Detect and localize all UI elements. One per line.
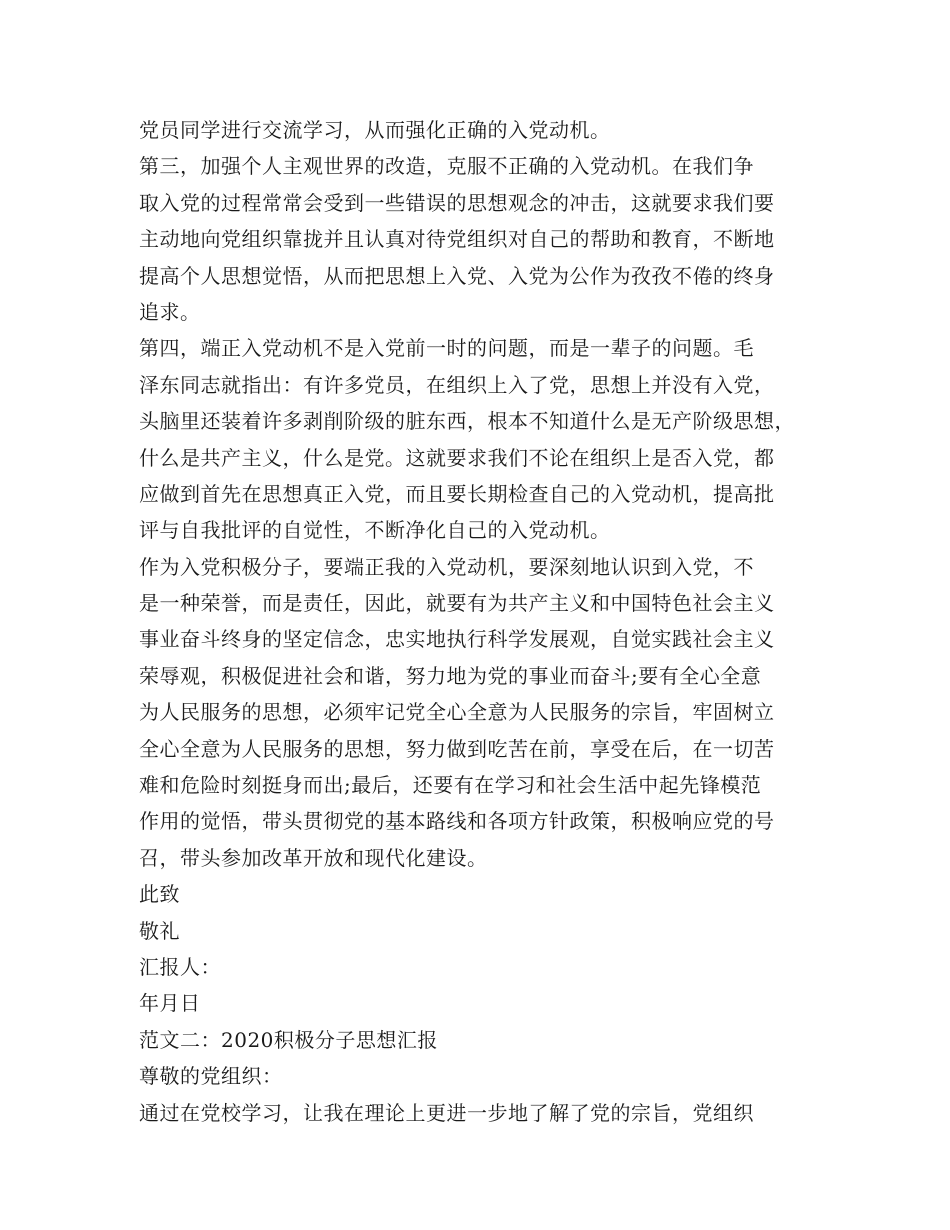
text-line: 召，带头参加改革开放和现代化建设。 <box>139 845 488 870</box>
salutation-line: 尊敬的党组织： <box>139 1064 283 1089</box>
text-line: 为人民服务的思想，必须牢记党全心全意为人民服务的宗旨，牢固树立 <box>139 700 775 725</box>
text-line: 追求。 <box>139 299 201 324</box>
text-line: 通过在党校学习，让我在理论上更进一步地了解了党的宗旨，党组织 <box>139 1100 754 1125</box>
closing-line: 敬礼 <box>139 918 180 943</box>
text-line: 党员同学进行交流学习，从而强化正确的入党动机。 <box>139 118 611 142</box>
text-line: 主动地向党组织靠拢并且认真对待党组织对自己的帮助和教育，不断地 <box>139 227 775 252</box>
text-line: 评与自我批评的自觉性，不断净化自己的入党动机。 <box>139 518 611 543</box>
text-line: 第四，端正入党动机不是入党前一时的问题，而是一辈子的问题。毛 <box>139 336 754 361</box>
text-line: 难和危险时刻挺身而出;最后，还要有在学习和社会生活中起先锋模范 <box>139 773 762 798</box>
text-line: 提高个人思想觉悟，从而把思想上入党、入党为公作为孜孜不倦的终身 <box>139 263 775 288</box>
text-line: 是一种荣誉，而是责任，因此，就要有为共产主义和中国特色社会主义 <box>139 591 775 616</box>
text-line: 作为入党积极分子，要端正我的入党动机，要深刻地认识到入党，不 <box>139 554 754 579</box>
date-line: 年月日 <box>139 991 201 1016</box>
text-line: 头脑里还装着许多剥削阶级的脏东西，根本不知道什么是无产阶级思想， <box>139 409 795 434</box>
text-line: 泽东同志就指出：有许多党员，在组织上入了党，思想上并没有入党， <box>139 372 775 397</box>
text-line: 取入党的过程常常会受到一些错误的思想观念的冲击，这就要求我们要 <box>139 190 775 215</box>
text-line: 什么是共产主义，什么是党。这就要求我们不论在组织上是否入党，都 <box>139 445 775 470</box>
text-line: 作用的觉悟，带头贯彻党的基本路线和各项方针政策，积极响应党的号 <box>139 809 775 834</box>
signature-line: 汇报人： <box>139 954 221 979</box>
text-line: 第三，加强个人主观世界的改造，克服不正确的入党动机。在我们争 <box>139 154 754 179</box>
section-heading: 范文二：2020积极分子思想汇报 <box>139 1027 438 1052</box>
text-line: 事业奋斗终身的坚定信念，忠实地执行科学发展观，自觉实践社会主义 <box>139 627 775 652</box>
closing-line: 此致 <box>139 882 180 907</box>
text-line: 全心全意为人民服务的思想，努力做到吃苦在前，享受在后，在一切苦 <box>139 736 775 761</box>
document-body <box>139 112 819 1131</box>
text-line: 荣辱观，积极促进社会和谐，努力地为党的事业而奋斗;要有全心全意 <box>139 663 762 688</box>
text-line: 应做到首先在思想真正入党，而且要长期检查自己的入党动机，提高批 <box>139 481 775 506</box>
